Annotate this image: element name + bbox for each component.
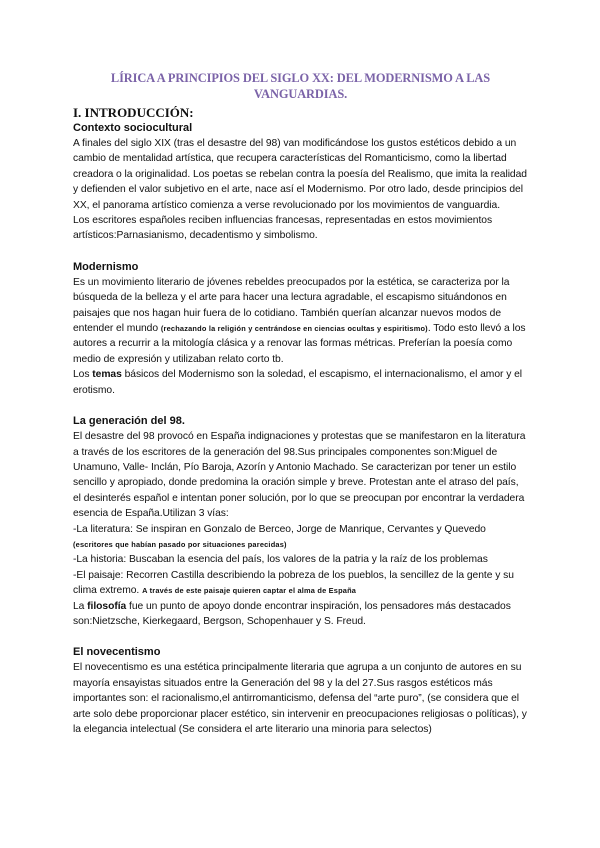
text-run: Los [73, 369, 93, 381]
bold-term: temas [92, 369, 122, 381]
text-run: . Todo esto llevó a los autores a recurrir a la mitología clásica y a renovar las formas métricas. Preferían la poesía como medio de expresión y utilizaban relato corto tb. [73, 323, 526, 365]
heading-novecentismo: El novecentismo [73, 646, 161, 659]
section-heading-introduccion: I. INTRODUCCIÓN: [73, 105, 194, 120]
small-note: (rechazando la religión y centrándose en ciencias ocultas y espiritismo) [160, 324, 428, 334]
list-item-literatura [73, 522, 528, 553]
paragraph-filosofia [73, 599, 528, 630]
bold-term: filosofía [87, 600, 127, 612]
heading-generacion-98: La generación del 98. [73, 415, 185, 428]
heading-modernismo: Modernismo [73, 260, 139, 273]
text-run: fue un punto de apoyo donde encontrar inspiración, los pensadores más destacados son:Nietzsche, Kierkegaard, Bergson, Schopenhauer y S. Freud. [73, 600, 511, 627]
paragraph-generacion-1: El desastre del 98 provocó en España indignaciones y protestas que se manifestaron en la literatura a través de los escritores de la generación del 98.Sus principales componentes son:Miguel de Unamuno, Valle- Inclán, Pío Baroja, Azorín y Antonio Machado. Se caracterizan por tener un estilo sencillo y apropiado, donde predomina la oración simple y breve. Protestan ante el atraso del país, el desinterés español e intentan poner solución, por lo que se preocupan por encontrar la verdadera esencia de España.Utilizan 3 vías: [73, 431, 526, 520]
small-note: (escritores que habían pasado por situaciones parecidas) [73, 539, 287, 549]
paragraph-novecentismo: El novecentismo es una estética principalmente literaria que agrupa a un conjunto de autores en su mayoría ensayistas situados entre la Generación del 98 y la del 27.Sus rasgos estéticos más importantes son: el racionalismo,el antirromanticismo, defensa del “arte puro”, (se considera que el arte solo debe proporcionar placer estético, sin intervenir en preocupaciones religiosas o políticas), y la elegancia intelectual (Se considera el arte literario una minoria para selectos) [73, 662, 527, 735]
paragraph-modernismo-1 [73, 275, 528, 367]
document-page [73, 70, 528, 737]
small-note: A través de este paisaje quieren captar el alma de España [142, 586, 357, 596]
heading-contexto: Contexto sociocultural [73, 122, 193, 134]
document-title: LÍRICA A PRINCIPIOS DEL SIGLO XX: DEL MODERNISMO A LAS VANGUARDIAS. [110, 71, 491, 101]
paragraph-contexto-2: Los escritores españoles reciben influencias francesas, representadas en estos movimientos artísticos:Parnasianismo, decadentismo y simbolismo. [73, 215, 493, 242]
paragraph-modernismo-2 [73, 367, 528, 398]
text-run: -La literatura: Se inspiran en Gonzalo de Berceo, Jorge de Manrique, Cervantes y Quevedo [73, 523, 486, 535]
list-item-paisaje [73, 568, 528, 599]
text-run: La [73, 600, 88, 612]
paragraph-contexto-1: A finales del siglo XIX (tras el desastre del 98) van modificándose los gustos estéticos debido a un cambio de mentalidad artística, que recupera características del Romanticismo, como la libertad creadora o la originalidad. Los poetas se rebelan contra la poesía del Realismo, que imita la realidad y defienden el valor subjetivo en el arte, nace así el Modernismo. Por otro lado, desde principios del XX, el panorama artístico comienza a verse revolucionado por los movimientos de vanguardia. [73, 138, 527, 211]
text-run: básicos del Modernismo son la soledad, el escapismo, el internacionalismo, el amor y el erotismo. [73, 369, 523, 396]
list-item-historia: -La historia: Buscaban la esencia del país, los valores de la patria y la raíz de los problemas [73, 554, 488, 566]
text-run: Es un movimiento literario de jóvenes rebeldes preocupados por la estética, se caracteriza por la búsqueda de la belleza y el arte para hacer una lectura agradable, el escapismo situándonos en paisajes que nos hagan huir fuera de lo cotidiano. También querían alcanzar nuevos modos de entender el mundo [73, 276, 510, 335]
text-run: -El paisaje: Recorren Castilla describiendo la pobreza de los pueblos, la sencillez de la gente y su clima extremo. [73, 569, 514, 597]
